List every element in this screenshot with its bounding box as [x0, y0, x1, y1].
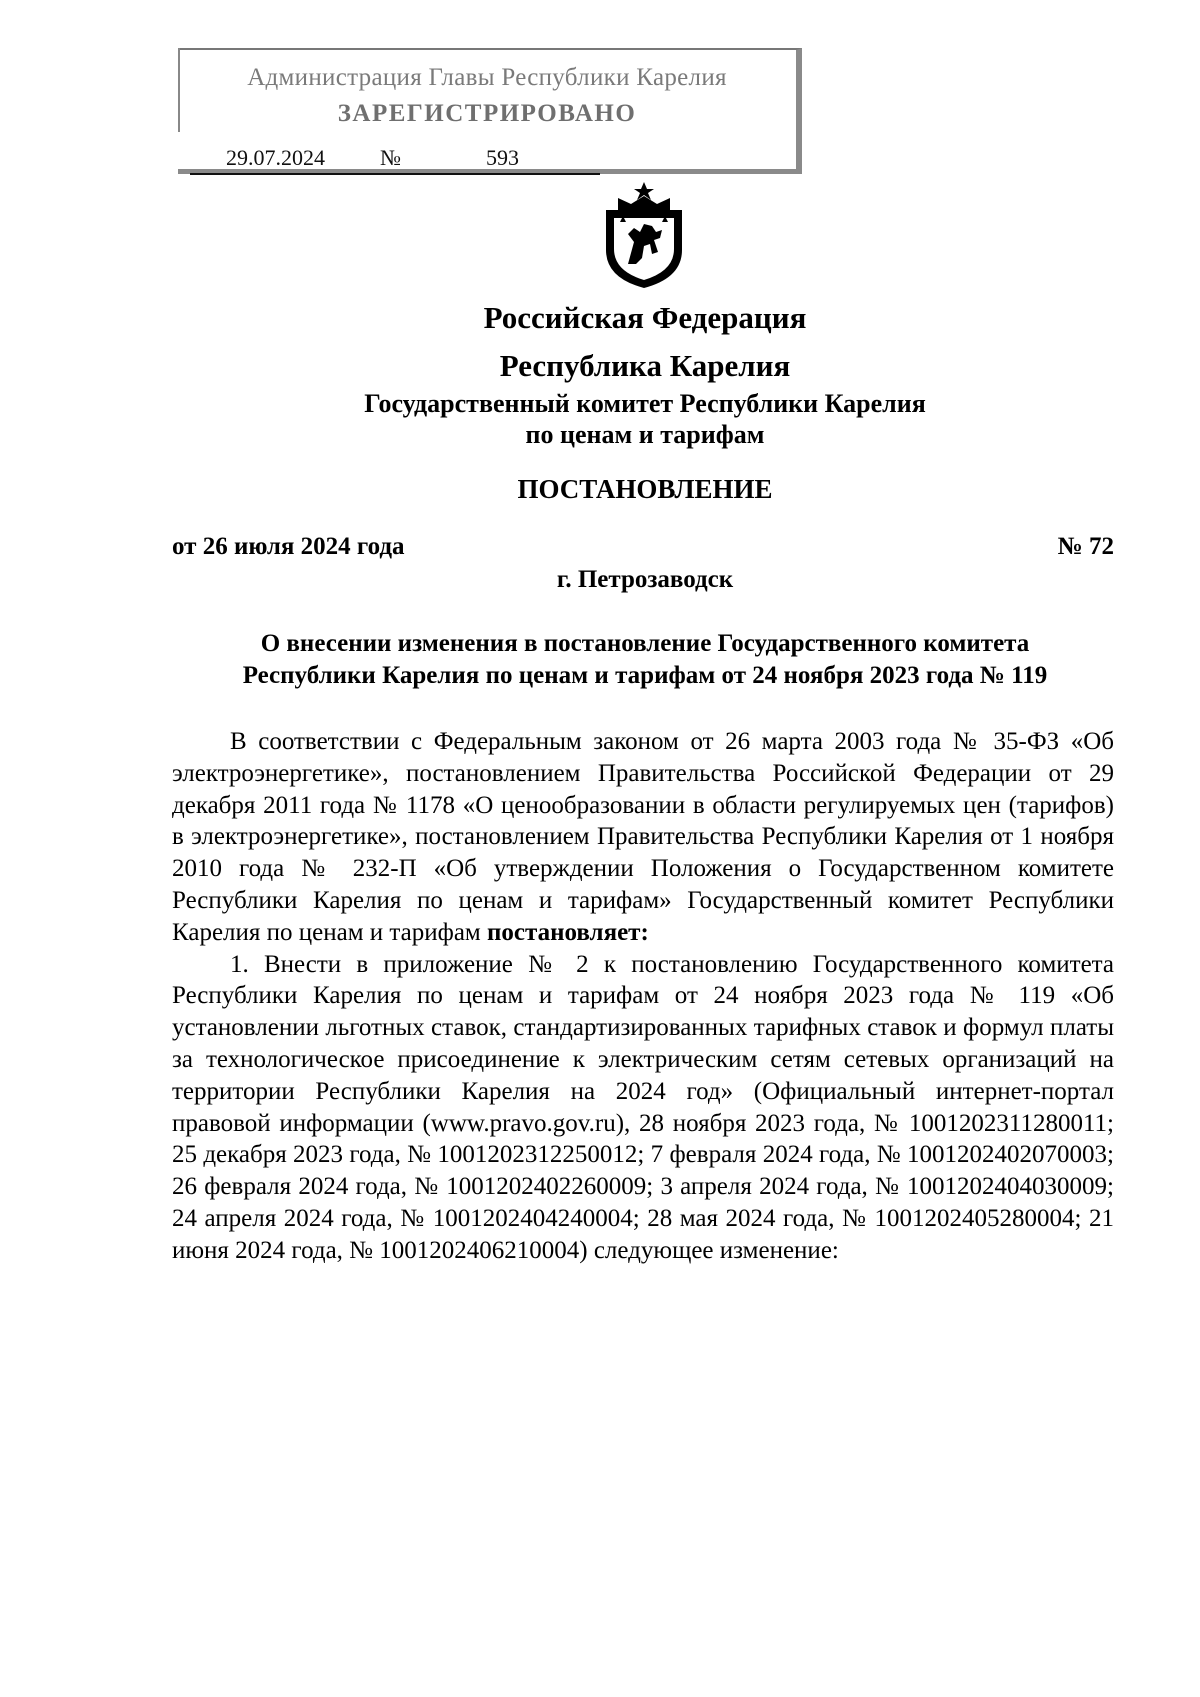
stamp-left-border: [178, 48, 180, 132]
document-body: [172, 726, 1114, 1267]
stamp-registration-line: [190, 145, 600, 175]
stamp-date: 29.07.2024: [226, 145, 325, 170]
stamp-authority: Администрация Главы Республики Карелия: [247, 64, 727, 91]
document-title: [0, 628, 1200, 692]
resolves-word: постановляет:: [487, 918, 649, 946]
stamp-number-sign: №: [380, 145, 401, 170]
committee-heading: Государственный комитет Республики Карелия: [364, 389, 926, 418]
coat-of-arms-icon: [598, 180, 690, 290]
republic-heading: Республика Карелия: [499, 348, 791, 383]
document-type: ПОСТАНОВЛЕНИЕ: [517, 474, 773, 504]
paragraph-preamble: [172, 726, 1114, 949]
title-line-2: Республики Карелия по ценам и тарифам от 24 ноября 2023 года № 119: [242, 662, 1048, 689]
country-heading: Российская Федерация: [483, 300, 807, 335]
document-date: от 26 июля 2024 года: [172, 533, 405, 560]
committee-subheading: по ценам и тарифам: [525, 420, 765, 449]
preamble-text: В соответствии с Федеральным законом от 26 марта 2003 года № 35-ФЗ «Об электроэнергетике», постановлением Правительства Российской Федерации от 29 декабря 2011 года № 1178 «О ценообразовании в области регулируемых цен (тарифов) в электроэнергетике», постановлением Правительства Республики Карелия от 1 ноября 2010 года № 232-П «Об утверждении Положения о Государственном комитете Республики Карелия по ценам и тарифам» Государственный комитет Республики Карелия по ценам и тарифам: [172, 728, 1114, 946]
document-city: г. Петрозаводск: [556, 566, 734, 593]
paragraph-item-1: 1. Внести в приложение № 2 к постановлению Государственного комитета Республики Карелия по ценам и тарифам от 24 ноября 2023 года № 119 «Об установлении льготных ставок, стандартизированных тарифных ставок и формул платы за технологическое присоединение к электрическим сетям сетевых организаций на территории Республики Карелия на 2024 год» (Официальный интернет-портал правовой информации (www.pravo.gov.ru), 28 ноября 2023 года, № 1001202311280011; 25 декабря 2023 года, № 1001202312250012; 7 февраля 2024 года, № 1001202402070003; 26 февраля 2024 года, № 1001202402260009; 3 апреля 2024 года, № 1001202404030009; 24 апреля 2024 года, № 1001202404240004; 28 мая 2024 года, № 1001202405280004; 21 июня 2024 года, № 1001202406210004) следующее изменение:: [172, 950, 1114, 1264]
document-number: № 72: [1057, 533, 1114, 560]
stamp-number: 593: [486, 145, 519, 170]
stamp-registered: ЗАРЕГИСТРИРОВАНО: [337, 100, 637, 127]
title-line-1: О внесении изменения в постановление Государственного комитета: [260, 630, 1030, 657]
